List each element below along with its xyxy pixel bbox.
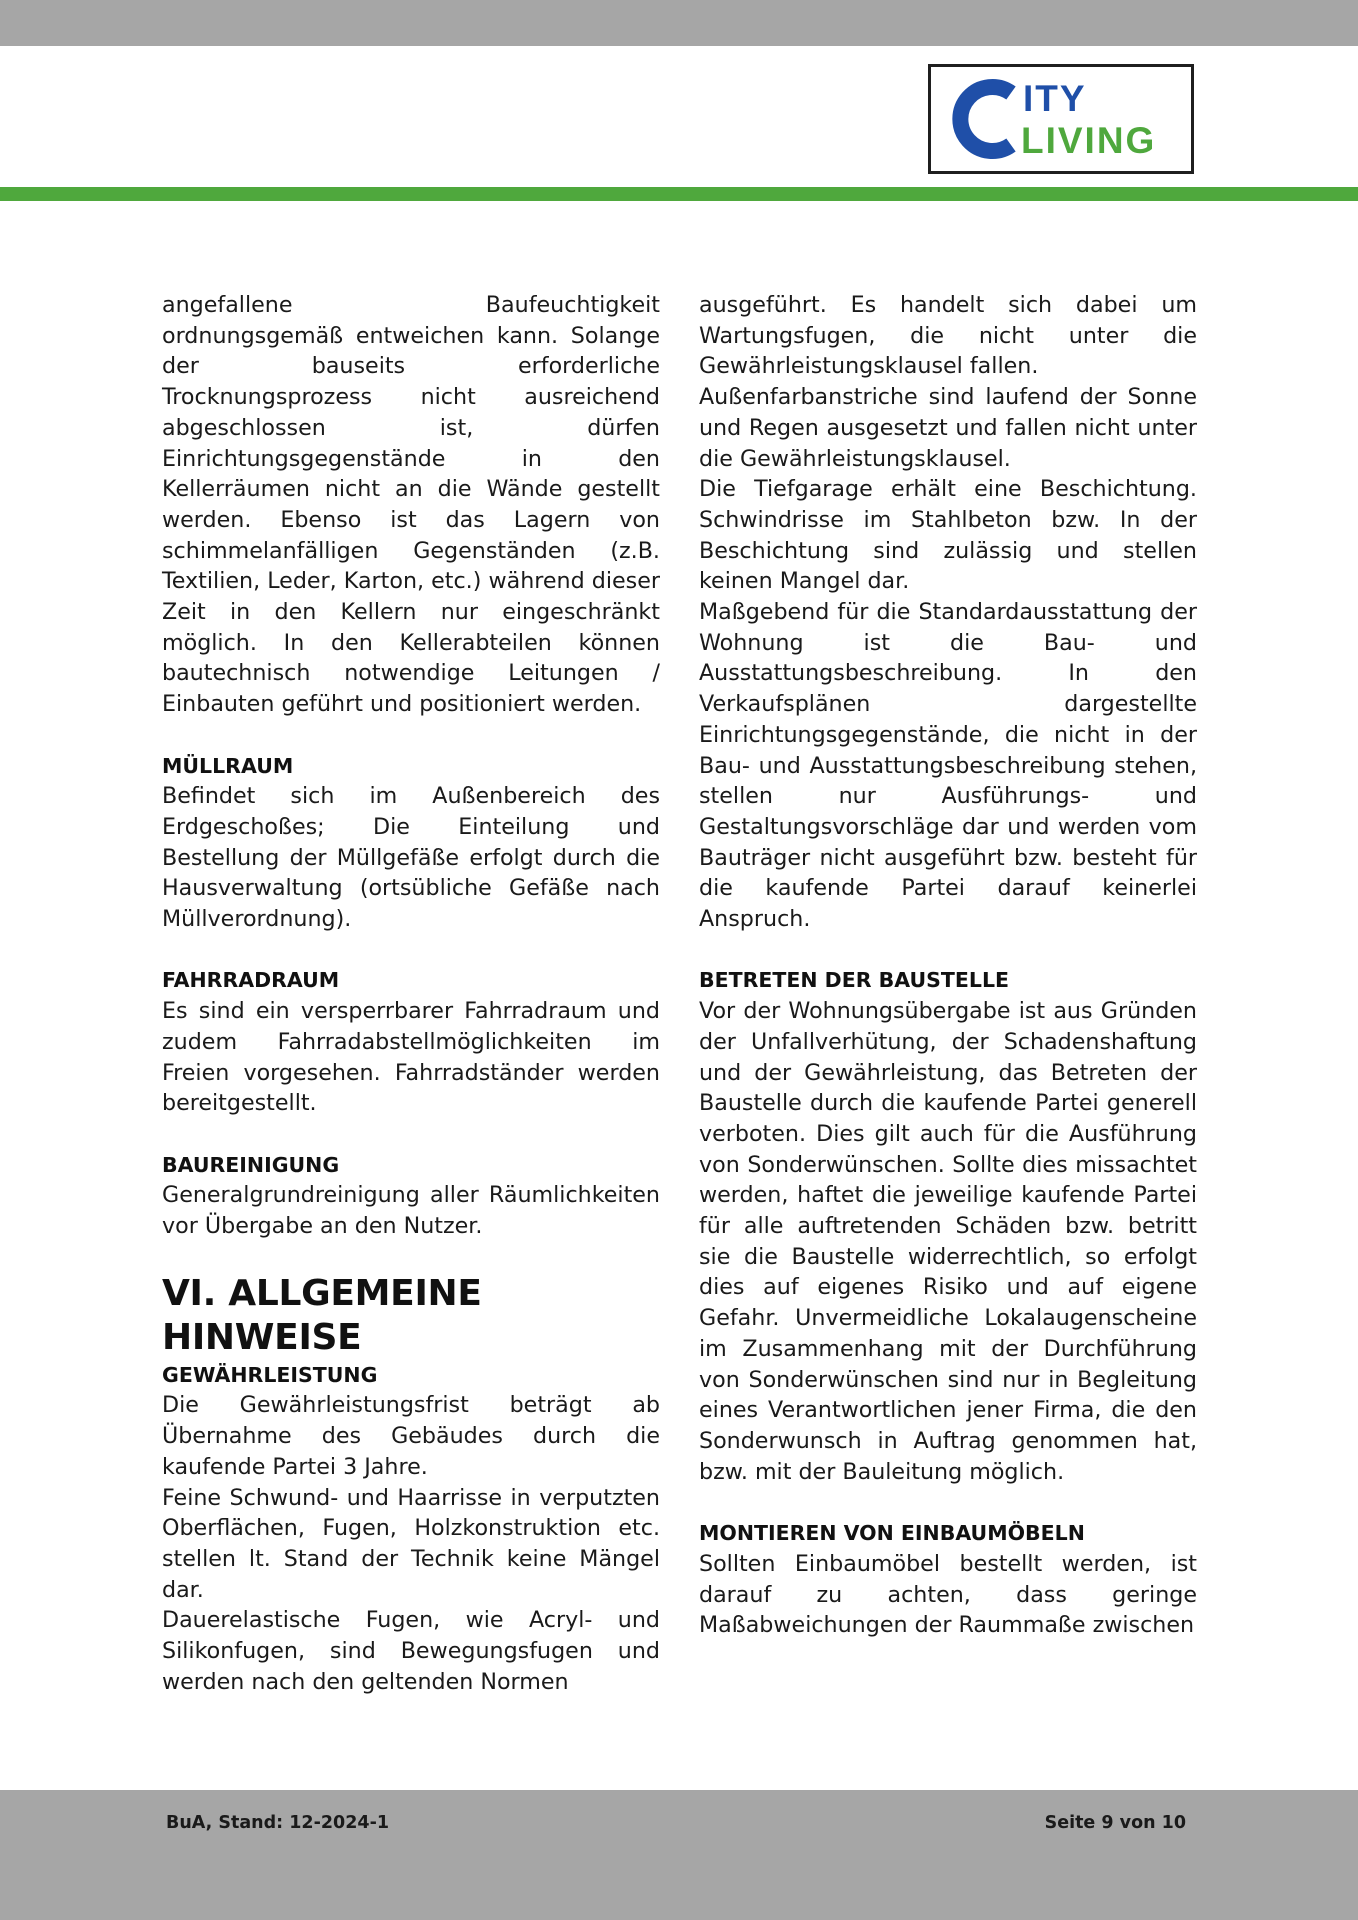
gewaehrleistung-heading: GEWÄHRLEISTUNG [162,1362,378,1387]
footer-page-number: Seite 9 von 10 [1044,1813,1186,1833]
footer-version: BuA, Stand: 12-2024-1 [166,1813,390,1833]
section-title: VI. ALLGEMEINE HINWEISE [162,1272,482,1358]
tiefgarage-paragraph: Die Tiefgarage erhält eine Beschichtung. Schwindrisse im Stahlbeton bzw. In der Beschichtung sind zulässig und stellen keinen Mangel dar. [699,476,1197,595]
muellraum-heading: MÜLLRAUM [162,753,294,778]
baureinigung-text: Generalgrundreinigung aller Räumlichkeiten vor Übergabe an den Nutzer. [162,1182,660,1240]
logo-line1: ITY [1023,78,1087,119]
right-column [699,290,1197,1641]
montieren-heading: MONTIEREN VON EINBAUMÖBELN [699,1521,1085,1546]
city-living-logo [928,64,1194,174]
muellraum-text: Befindet sich im Außenbereich des Erdgeschoßes; Die Einteilung und Bestellung der Müllgefäße erfolgt durch die Hausverwaltung (ortsübliche Gefäße nach Müllverordnung). [162,783,660,933]
logo-c-icon [960,87,1011,151]
fahrradraum-heading: FAHRRADRAUM [162,968,340,993]
left-column [162,290,660,1697]
baureinigung-heading: BAUREINIGUNG [162,1152,340,1177]
continuation-paragraph: ausgeführt. Es handelt sich dabei um Wartungsfugen, die nicht unter die Gewährleistungsklausel fallen. [699,292,1197,380]
betreten-text: Vor der Wohnungsübergabe ist aus Gründen der Unfallverhütung, der Schadenshaftung und der Gewährleistung, das Betreten der Baustelle durch die kaufende Partei generell verboten. Dies gilt auch für die Ausführung von Sonderwünschen. Sollte dies missachtet werden, haftet die jeweilige kaufende Partei für alle auftretenden Schäden bzw. betritt sie die Baustelle widerrechtlich, so erfolgt dies auf eigenes Risiko und auf eigene Gefahr. Unvermeidliche Lokalaugenscheine im Zusammenhang mit der Durchführung von Sonderwünschen sind nur in Begleitung eines Verantwortlichen jener Firma, die den Sonderwunsch in Auftrag genommen hat, bzw. mit der Bauleitung möglich. [699,998,1197,1485]
logo-line2: LIVING [1021,120,1157,161]
logo-graphic [931,67,1191,171]
gewaehrleistung-paragraph-2: Feine Schwund- und Haarrisse in verputzten Oberflächen, Fugen, Holzkonstruktion etc. stellen lt. Stand der Technik keine Mängel dar. [162,1484,660,1603]
farbanstriche-paragraph: Außenfarbanstriche sind laufend der Sonne und Regen ausgesetzt und fallen nicht unter die Gewährleistungsklausel. [699,384,1197,472]
betreten-heading: BETRETEN DER BAUSTELLE [699,968,1010,993]
header-bar [0,0,1358,46]
fahrradraum-text: Es sind ein versperrbarer Fahrradraum und zudem Fahrradabstellmöglichkeiten im Freien vorgesehen. Fahrradständer werden bereitgestellt. [162,998,660,1117]
gewaehrleistung-paragraph-1: Die Gewährleistungsfrist beträgt ab Übernahme des Gebäudes durch die kaufende Partei 3 Jahre. [162,1392,660,1480]
footer-bar [0,1790,1358,1920]
gewaehrleistung-paragraph-3: Dauerelastische Fugen, wie Acryl- und Silikonfugen, sind Bewegungsfugen und werden nach den geltenden Normen [162,1607,660,1695]
intro-paragraph: angefallene Baufeuchtigkeit ordnungsgemäß entweichen kann. Solange der bauseits erforderliche Trocknungsprozess nicht ausreichend abgeschlossen ist, dürfen Einrichtungsgegenstände in den Kellerräumen nicht an die Wände gestellt werden. Ebenso ist das Lagern von schimmelanfälligen Gegenständen (z.B. Textilien, Leder, Karton, etc.) während dieser Zeit in den Kellern nur eingeschränkt möglich. In den Kellerabteilen können bautechnisch notwendige Leitungen / Einbauten geführt und positioniert werden. [162,292,660,718]
montieren-text: Sollten Einbaumöbel bestellt werden, ist darauf zu achten, dass geringe Maßabweichungen der Raummaße zwischen [699,1550,1197,1639]
header-divider [0,187,1358,201]
standardausstattung-paragraph: Maßgebend für die Standardausstattung der Wohnung ist die Bau- und Ausstattungsbeschreibung. In den Verkaufsplänen dargestellte Einrichtungsgegenstände, die nicht in der Bau- und Ausstattungsbeschreibung stehen, stellen nur Ausführungs- und Gestaltungsvorschläge dar und werden vom Bauträger nicht ausgeführt bzw. besteht für die kaufende Partei darauf keinerlei Anspruch. [699,599,1197,933]
